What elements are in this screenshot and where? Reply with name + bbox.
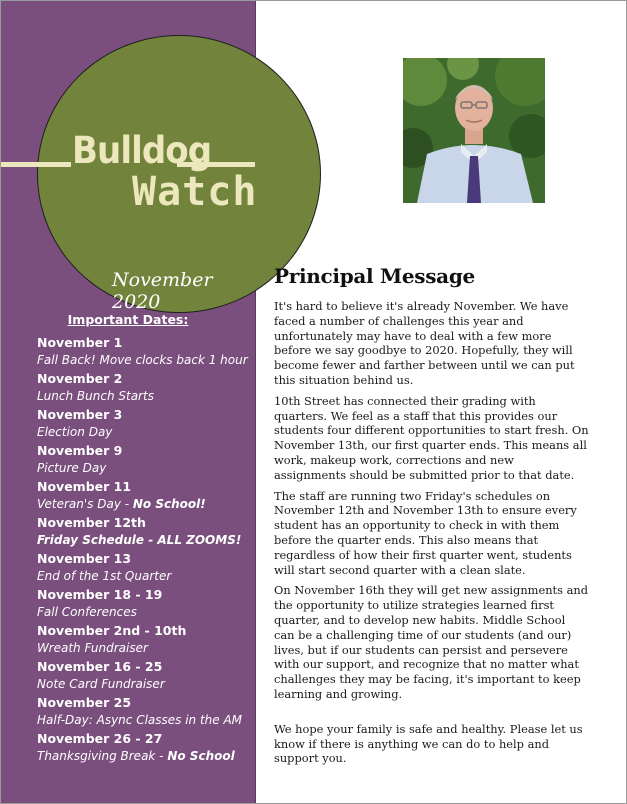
date-entry: [37, 334, 252, 369]
date-label: November 11: [37, 479, 132, 494]
event-text: Wreath Fundraiser: [37, 641, 148, 655]
date-event: [37, 423, 252, 441]
article-paragraph: The staff are running two Friday's schedules on November 12th and November 13th to ensure every student has an opportunity to check in with them before the quarter ends. This also means that regardless of how their first quarter went, students will start second quarter with a clean slate.: [274, 488, 577, 577]
date-label: November 2nd - 10th: [37, 623, 187, 638]
date-label: November 12th: [37, 515, 146, 530]
date-event: [37, 459, 252, 477]
date-entry: [37, 730, 252, 765]
event-text: Picture Day: [37, 461, 107, 475]
masthead-title-line2: Watch: [132, 169, 258, 215]
article-heading: Principal Message: [274, 264, 475, 288]
masthead-title-line1: Bulldog: [72, 129, 212, 172]
important-dates-list: [37, 334, 252, 766]
date-entry: [37, 694, 252, 729]
date-entry: [37, 442, 252, 477]
event-text: Fall Back! Move clocks back 1 hour: [37, 353, 248, 367]
date-label: November 2: [37, 371, 123, 386]
important-dates-heading: Important Dates:: [67, 312, 189, 327]
date-label: November 18 - 19: [37, 587, 163, 602]
date-label: November 9: [37, 443, 123, 458]
date-entry: [37, 550, 252, 585]
date-event: [37, 567, 252, 585]
article-paragraph: 10th Street has connected their grading with quarters. We feel as a staff that this provides our students four different opportunities to start fresh. On November 13th, our first quarter ends. This means all work, makeup work, corrections and new assignments should be submitted prior to that date.: [274, 393, 589, 482]
date-entry: [37, 586, 252, 621]
article-body: [274, 299, 589, 772]
date-entry: [37, 622, 252, 657]
date-entry: [37, 370, 252, 405]
date-entry: [37, 658, 252, 693]
date-event: [37, 639, 252, 657]
event-text: Veteran's Day -: [37, 497, 133, 511]
sidebar: [1, 1, 256, 804]
date-label: November 1: [37, 335, 123, 350]
date-label: November 25: [37, 695, 132, 710]
event-text: Note Card Fundraiser: [37, 677, 165, 691]
date-event: [37, 675, 252, 693]
event-emphasis: Friday Schedule - ALL ZOOMS!: [37, 533, 242, 547]
event-emphasis: No School!: [132, 497, 206, 511]
masthead-stripe: [1, 162, 71, 167]
event-text: Election Day: [37, 425, 113, 439]
event-emphasis: No School: [167, 749, 235, 763]
date-event: [37, 747, 252, 765]
date-event: [37, 495, 252, 513]
date-entry: [37, 514, 252, 549]
date-event: [37, 603, 252, 621]
principal-portrait-image: [403, 58, 545, 203]
article-paragraph: We hope your family is safe and healthy. Please let us know if there is anything we can do to help and support you.: [274, 721, 583, 766]
date-label: November 3: [37, 407, 123, 422]
event-text: Thanksgiving Break -: [37, 749, 168, 763]
article-paragraph: On November 16th they will get new assignments and the opportunity to utilize strategies learned first quarter, and to develop new habits. Middle School can be a challenging time of our students (and our) lives, but if our students can persist and persevere with our support, and recognize that no matter what challenges they may be facing, it's important to keep learning and growing.: [274, 583, 589, 701]
event-text: Lunch Bunch Starts: [37, 389, 154, 403]
date-label: November 16 - 25: [37, 659, 163, 674]
event-text: Fall Conferences: [37, 605, 137, 619]
date-event: [37, 711, 252, 729]
date-label: November 13: [37, 551, 132, 566]
date-event: [37, 387, 252, 405]
date-event: [37, 531, 252, 549]
article-paragraph: It's hard to believe it's already November. We have faced a number of challenges this year and unfortunately may have to deal with a few more before we say goodbye to 2020. Hopefully, they will become fewer and farther between until we can put this situation behind us.: [274, 299, 575, 387]
date-event: [37, 351, 252, 369]
event-text: Half-Day: Async Classes in the AM: [37, 713, 243, 727]
date-entry: [37, 478, 252, 513]
event-text: End of the 1st Quarter: [37, 569, 172, 583]
issue-month: November 2020: [112, 269, 213, 313]
date-label: November 26 - 27: [37, 731, 163, 746]
principal-photo: [403, 58, 545, 203]
date-entry: [37, 406, 252, 441]
